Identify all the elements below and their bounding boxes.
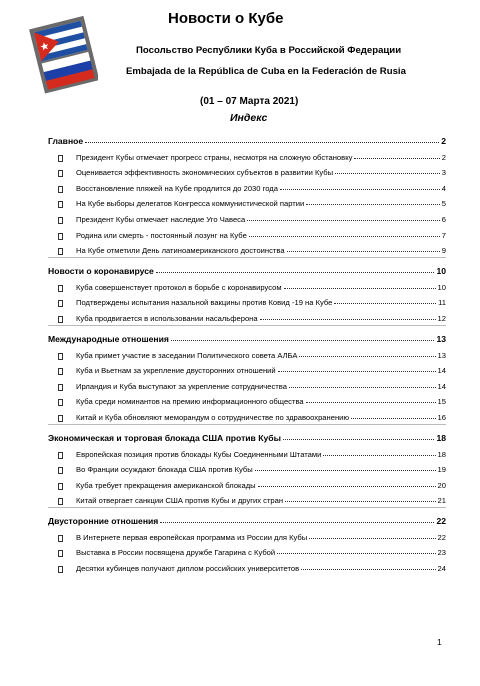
toc-entry-title: Восстановление пляжей на Кубе продлится до 2030 года: [76, 183, 278, 193]
toc-entry-title: Оценивается эффективность экономических субъектов в развитии Кубы: [76, 168, 334, 178]
toc-page-number: 18: [436, 432, 446, 443]
toc-section-heading[interactable]: [48, 258, 446, 278]
toc-page-number: 20: [437, 480, 446, 490]
toc-entry[interactable]: [48, 309, 446, 325]
toc-entry[interactable]: [48, 476, 446, 492]
dot-leader: [335, 173, 440, 174]
toc-entry-title: Во Франции осуждают блокада США против Кубы: [76, 465, 253, 475]
toc-entry[interactable]: [48, 544, 446, 560]
dot-leader: [323, 455, 435, 456]
embassy-name-es: Embajada de la República de Cuba en la Federación de Rusia: [126, 66, 406, 77]
dot-leader: [156, 272, 435, 273]
bullet-icon: [58, 566, 63, 573]
bullet-icon: [58, 155, 63, 162]
dot-leader: [301, 569, 435, 570]
bullet-icon: [58, 201, 63, 208]
index-heading: Индекс: [230, 112, 268, 124]
toc-entry-title: Ирландия и Куба выступают за укрепление сотрудничества: [76, 381, 287, 391]
toc-entry-title: Куба совершенствует протокол в борьбе с коронавирусом: [76, 282, 282, 292]
toc-page-number: 10: [437, 282, 446, 292]
toc-page-number: 23: [437, 548, 446, 558]
dot-leader: [299, 356, 435, 357]
toc-section-heading[interactable]: [48, 326, 446, 346]
toc-entry-title: В Интернете первая европейская программа из России для Кубы: [76, 532, 308, 542]
toc-entry-title: Куба продвигается в использовании насальферона: [76, 313, 258, 323]
toc-page-number: 11: [438, 298, 446, 308]
toc-entry-title: На Кубе отметили День латиноамериканского достоинства: [76, 246, 285, 256]
dot-leader: [160, 522, 434, 523]
toc-entry-title: Куба среди номинантов на премию информационного общества: [76, 397, 304, 407]
bullet-icon: [58, 316, 63, 323]
toc-page-number: 14: [437, 381, 446, 391]
toc-page-number: 3: [441, 168, 446, 178]
toc-entry-title: Куба и Вьетнам за укрепление двусторонних отношений: [76, 366, 276, 376]
toc-section-heading[interactable]: [48, 128, 446, 148]
toc-entry[interactable]: [48, 294, 446, 310]
toc-entry[interactable]: [48, 164, 446, 180]
bullet-icon: [58, 384, 63, 391]
toc-page-number: 13: [436, 333, 446, 344]
dot-leader: [277, 553, 435, 554]
dot-leader: [351, 418, 435, 419]
dot-leader: [278, 371, 436, 372]
dot-leader: [258, 486, 436, 487]
dot-leader: [171, 340, 435, 341]
toc-page-number: 16: [437, 412, 446, 422]
toc-entry[interactable]: [48, 210, 446, 226]
toc-entry-title: Китай и Куба обновляют меморандум о сотрудничестве по здравоохранению: [76, 412, 350, 422]
toc-page-number: 19: [437, 465, 446, 475]
toc-entry-title: Экономическая и торговая блокада США против Кубы: [48, 432, 281, 443]
toc-page-number: 6: [441, 214, 446, 224]
dot-leader: [306, 402, 436, 403]
dot-leader: [85, 142, 439, 143]
dot-leader: [247, 220, 440, 221]
dot-leader: [289, 387, 436, 388]
toc-entry-title: Куба примет участие в заседании Политического совета АЛБА: [76, 350, 298, 360]
bullet-icon: [58, 353, 63, 360]
dot-leader: [309, 538, 435, 539]
toc-page-number: 15: [437, 397, 446, 407]
toc-entry[interactable]: [48, 195, 446, 211]
bullet-icon: [58, 535, 63, 542]
toc-entry-title: Десятки кубинцев получают диплом российских университетов: [76, 564, 300, 574]
toc-entry-title: Куба требует прекращения американской блокады: [76, 480, 256, 490]
bullet-icon: [58, 415, 63, 422]
toc-entry[interactable]: [48, 278, 446, 294]
bullet-icon: [58, 170, 63, 177]
toc-page-number: 13: [437, 350, 446, 360]
toc-entry[interactable]: [48, 445, 446, 461]
bullet-icon: [58, 186, 63, 193]
dot-leader: [284, 288, 436, 289]
bullet-icon: [58, 217, 63, 224]
toc-entry-title: Европейская позиция против блокады Кубы Соединенными Штатами: [76, 449, 322, 459]
toc-page-number: 18: [437, 449, 446, 459]
toc-entry[interactable]: [48, 346, 446, 362]
toc-entry[interactable]: [48, 559, 446, 575]
dot-leader: [260, 319, 436, 320]
toc-entry-title: Подтверждены испытания назальной вакцины против Ковид -19 на Кубе: [76, 298, 333, 308]
dot-leader: [283, 439, 435, 440]
toc-entry[interactable]: [48, 393, 446, 409]
toc-entry-title: Президент Кубы отмечает прогресс страны, несмотря на сложную обстановку: [76, 152, 353, 162]
toc-entry[interactable]: [48, 148, 446, 164]
toc-entry-title: Новости о коронавирусе: [48, 266, 154, 277]
bullet-icon: [58, 248, 63, 255]
dot-leader: [287, 251, 440, 252]
toc-section-heading[interactable]: [48, 425, 446, 445]
dot-leader: [249, 236, 440, 237]
bullet-icon: [58, 452, 63, 459]
dot-leader: [255, 470, 436, 471]
toc-page-number: 22: [437, 532, 446, 542]
bullet-icon: [58, 467, 63, 474]
toc-page-number: 5: [441, 199, 446, 209]
dot-leader: [306, 204, 440, 205]
toc-page-number: 4: [441, 183, 446, 193]
table-of-contents: [48, 128, 446, 575]
toc-entry[interactable]: [48, 528, 446, 544]
toc-entry-title: Главное: [48, 136, 84, 146]
toc-entry[interactable]: [48, 362, 446, 378]
bullet-icon: [58, 368, 63, 375]
dot-leader: [285, 501, 435, 502]
bullet-icon: [58, 233, 63, 240]
embassy-name-ru: Посольство Республики Куба в Российской Федерации: [136, 45, 402, 56]
toc-page-number: 22: [436, 516, 446, 527]
toc-entry-title: Родина или смерть - постоянный лозунг на Кубе: [76, 230, 247, 240]
bullet-icon: [58, 285, 63, 292]
toc-section-heading[interactable]: [48, 508, 446, 528]
toc-entry[interactable]: [48, 226, 446, 242]
toc-entry-title: Президент Кубы отмечает наследие Уго Чавеса: [76, 214, 246, 224]
toc-page-number: 12: [437, 313, 446, 323]
dot-leader: [280, 189, 440, 190]
toc-entry-title: Двусторонние отношения: [48, 516, 159, 527]
bullet-icon: [58, 483, 63, 490]
toc-entry[interactable]: [48, 179, 446, 195]
dot-leader: [354, 158, 439, 159]
toc-entry-title: Китай отвергает санкции США против Кубы и других стран: [76, 496, 284, 506]
toc-entry[interactable]: [48, 492, 446, 508]
bullet-icon: [58, 550, 63, 557]
toc-page-number: 24: [437, 564, 446, 574]
bullet-icon: [58, 399, 63, 406]
toc-entry[interactable]: [48, 242, 446, 258]
bullet-icon: [58, 300, 63, 307]
toc-entry[interactable]: [48, 408, 446, 424]
bullet-icon: [58, 498, 63, 505]
toc-entry-title: На Кубе выборы делегатов Конгресса коммунистической партии: [76, 199, 305, 209]
dot-leader: [334, 303, 436, 304]
toc-page-number: 7: [441, 230, 446, 240]
page-number: 1: [437, 637, 442, 647]
cuba-russia-flags-logo: [28, 12, 98, 96]
toc-page-number: 10: [436, 266, 446, 277]
toc-page-number: 9: [441, 246, 446, 256]
document-title: Новости о Кубе: [168, 10, 284, 27]
toc-entry-title: Международные отношения: [48, 333, 169, 344]
toc-page-number: 14: [437, 366, 446, 376]
toc-page-number: 2: [441, 136, 446, 146]
toc-entry[interactable]: [48, 377, 446, 393]
toc-entry[interactable]: [48, 461, 446, 477]
toc-page-number: 21: [437, 496, 446, 506]
toc-page-number: 2: [441, 152, 446, 162]
date-range: (01 – 07 Марта 2021): [200, 96, 299, 107]
toc-entry-title: Выставка в России посвящена дружбе Гагарина с Кубой: [76, 548, 276, 558]
